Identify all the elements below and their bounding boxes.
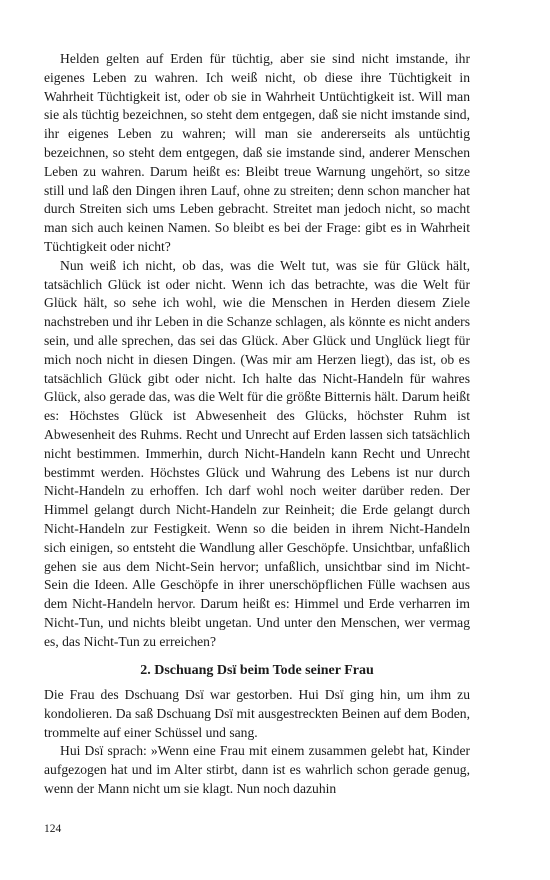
- section-heading: 2. Dschuang Dsï beim Tode seiner Frau: [140, 663, 374, 678]
- paragraph: Die Frau des Dschuang Dsï war gestorben. Hui Dsï ging hin, um ihm zu kondolieren. Da saß Dschuang Dsï mit ausgestreckten Beinen auf dem Boden, trommelte auf einer Schüssel und sang.: [44, 687, 470, 740]
- paragraph: Nun weiß ich nicht, ob das, was die Welt tut, was sie für Glück hält, tatsächlich Glück ist oder nicht. Wenn ich das betrachte, was die Welt für Glück hält, so sehe ich wohl, wie die Menschen in Herden diesem Ziele nachstreben und ihr Leben in die Schanze schlagen, als könnte es nicht anders sein, und alle sprechen, das sei das Glück. Aber Glück und Unglück liegt für mich noch nicht in diesen Dingen. (Was mir am Herzen liegt), das ist, ob es tatsächlich Glück gibt oder nicht. Ich halte das Nicht-Handeln für wahres Glück, also gerade das, was die Welt für die größte Bitternis hält. Darum heißt es: Höchstes Glück ist Abwesenheit des Glücks, höchster Ruhm ist Abwesenheit des Ruhms. Recht und Unrecht auf Erden lassen sich tatsächlich nicht bestimmen. Immerhin, durch Nicht-Handeln kann Recht und Unrecht bestimmt werden. Höchstes Glück und Wahrung des Lebens ist nur durch Nicht-Handeln zu erhoffen. Ich darf wohl noch weiter darüber reden. Der Himmel gelangt durch Nicht-Handeln zur Reinheit; die Erde gelangt durch Nicht-Handeln zur Festigkeit. Wenn so die beiden in ihrem Nicht-Handeln sich einigen, so entsteht die Wandlung aller Geschöpfe. Unsichtbar, unfaßlich gehen sie aus dem Nicht-Sein hervor; unfaßlich, unsichtbar sind im Nicht-Sein die Ideen. Alle Geschöpfe in ihrer unerschöpflichen Fülle wachsen aus dem Nicht-Handeln hervor. Darum heißt es: Himmel und Erde verharren im Nicht-Tun, und nichts bleibt ungetan. Und unter den Menschen, wer vermag es, das Nicht-Tun zu erreichen?: [44, 257, 470, 649]
- page-number: 124: [44, 823, 62, 835]
- paragraph: Hui Dsï sprach: »Wenn eine Frau mit einem zusammen gelebt hat, Kinder aufgezogen hat und im Alter stirbt, dann ist es wahrlich schon gerade genug, wenn der Mann nicht um sie klagt. Nun noch dazuhin: [44, 743, 470, 796]
- paragraph: Helden gelten auf Erden für tüchtig, aber sie sind nicht imstande, ihr eigenes Leben zu wahren. Ich weiß nicht, ob diese ihre Tüchtigkeit in Wahrheit Tüchtigkeit ist, oder ob sie in Wahrheit Untüchtigkeit ist. Will man sie als tüchtig bezeichnen, so steht dem entgegen, daß sie nicht imstande sind, ihr eigenes Leben zu wahren; will man sie andererseits als untüchtig bezeichnen, so steht dem entgegen, daß sie imstande sind, anderer Menschen Leben zu wahren. Darum heißt es: Bleibt treue Warnung ungehört, so sitze still und laß den Dingen ihren Lauf, ohne zu streiten; denn schon mancher hat durch Streiten sich ums Leben gebracht. Streitet man jedoch nicht, so macht man sich auch keinen Namen. So bleibt es bei der Frage: gibt es in Wahrheit Tüchtigkeit oder nicht?: [44, 51, 470, 254]
- body-text: [44, 50, 470, 652]
- section-text: [44, 686, 470, 799]
